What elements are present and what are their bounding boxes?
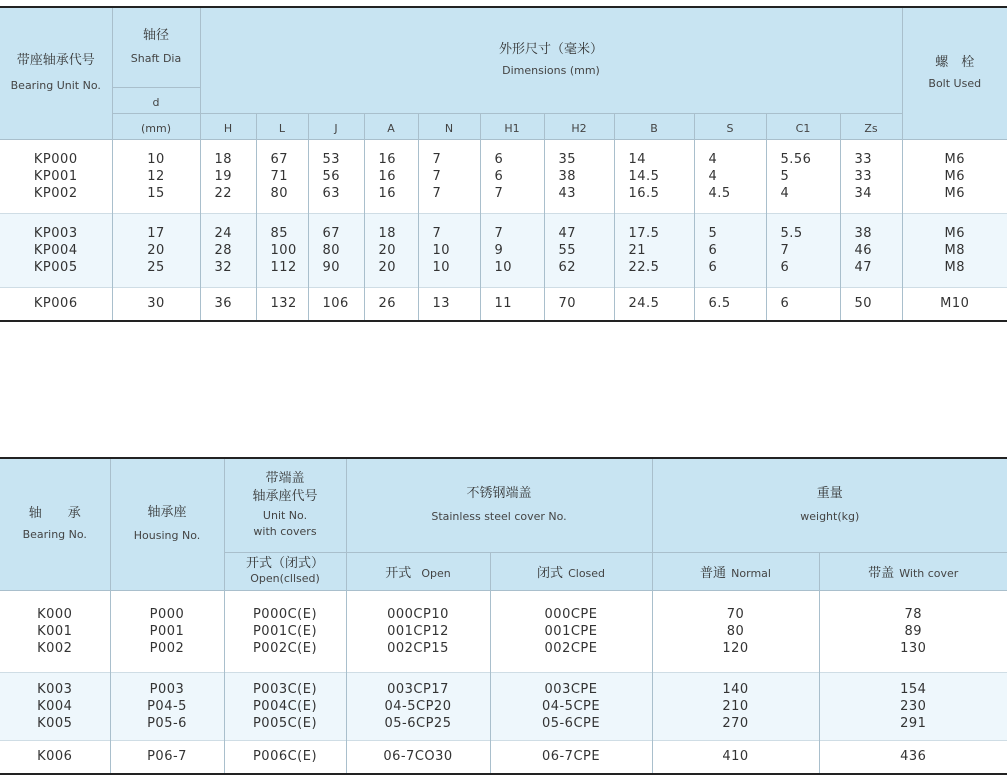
cell-h2: 70 bbox=[544, 287, 614, 321]
dim-header-c1: C1 bbox=[766, 113, 840, 139]
cell-c1: 5.5 7 6 bbox=[766, 213, 840, 287]
cell-housing: P000 P001 P002 bbox=[110, 590, 224, 672]
cell-withcover: 436 bbox=[819, 740, 1007, 774]
cell-open: 000CP10 001CP12 002CP15 bbox=[346, 590, 490, 672]
cell-s: 6.5 bbox=[694, 287, 766, 321]
cell-bearing: K000 K001 K002 bbox=[0, 590, 110, 672]
cell-h2: 35 38 43 bbox=[544, 139, 614, 213]
dim-header-h1: H1 bbox=[480, 113, 544, 139]
dim-header-zs: Zs bbox=[840, 113, 902, 139]
header-unit-with-covers: 带端盖 轴承座代号 Unit No. with covers bbox=[224, 458, 346, 552]
cell-d: 17 20 25 bbox=[112, 213, 200, 287]
table-row bbox=[0, 287, 1007, 321]
cell-l: 67 71 80 bbox=[256, 139, 308, 213]
header-shaft-symbol: d bbox=[112, 87, 200, 113]
cell-h1: 11 bbox=[480, 287, 544, 321]
header-closed: 闭式 Closed bbox=[490, 552, 652, 590]
header-stainless-cover: 不锈钢端盖 Stainless steel cover No. bbox=[346, 458, 652, 552]
header-open-closed: 开式（闭式） Open(cllsed) bbox=[224, 552, 346, 590]
cell-open: 003CP17 04-5CP20 05-6CP25 bbox=[346, 672, 490, 740]
cell-unit: KP000 KP001 KP002 bbox=[0, 139, 112, 213]
header-normal: 普通 Normal bbox=[652, 552, 819, 590]
dim-header-n: N bbox=[418, 113, 480, 139]
cell-normal: 410 bbox=[652, 740, 819, 774]
cell-b: 17.5 21 22.5 bbox=[614, 213, 694, 287]
cell-n: 13 bbox=[418, 287, 480, 321]
cell-s: 5 6 6 bbox=[694, 213, 766, 287]
dim-header-j: J bbox=[308, 113, 364, 139]
cell-h1: 6 6 7 bbox=[480, 139, 544, 213]
cell-j: 67 80 90 bbox=[308, 213, 364, 287]
cell-zs: 38 46 47 bbox=[840, 213, 902, 287]
header-bolt-used: 螺 栓 Bolt Used bbox=[902, 7, 1007, 139]
cell-zs: 33 33 34 bbox=[840, 139, 902, 213]
cell-closed: 06-7CPE bbox=[490, 740, 652, 774]
header-bearing-unit: 带座轴承代号 Bearing Unit No. bbox=[0, 7, 112, 139]
cell-bearing: K006 bbox=[0, 740, 110, 774]
dimensions-table bbox=[0, 6, 1007, 322]
cell-h: 18 19 22 bbox=[200, 139, 256, 213]
cell-d: 30 bbox=[112, 287, 200, 321]
cell-n: 7 10 10 bbox=[418, 213, 480, 287]
dim-header-b: B bbox=[614, 113, 694, 139]
table-row bbox=[0, 213, 1007, 287]
cell-l: 132 bbox=[256, 287, 308, 321]
header-with-cover: 带盖 With cover bbox=[819, 552, 1007, 590]
cell-closed: 003CPE 04-5CPE 05-6CPE bbox=[490, 672, 652, 740]
dim-header-l: L bbox=[256, 113, 308, 139]
cell-bolt: M6 M6 M6 bbox=[902, 139, 1007, 213]
cell-unit: KP006 bbox=[0, 287, 112, 321]
cell-j: 106 bbox=[308, 287, 364, 321]
cell-d: 10 12 15 bbox=[112, 139, 200, 213]
cell-h: 24 28 32 bbox=[200, 213, 256, 287]
cell-b: 24.5 bbox=[614, 287, 694, 321]
header-shaft-dia: 轴径 Shaft Dia bbox=[112, 7, 200, 87]
header-bearing-no: 轴 承 Bearing No. bbox=[0, 458, 110, 590]
cell-unit: P006C(E) bbox=[224, 740, 346, 774]
cell-c1: 6 bbox=[766, 287, 840, 321]
header-open: 开式 Open bbox=[346, 552, 490, 590]
cell-closed: 000CPE 001CPE 002CPE bbox=[490, 590, 652, 672]
cell-bolt: M10 bbox=[902, 287, 1007, 321]
cell-b: 14 14.5 16.5 bbox=[614, 139, 694, 213]
cell-s: 4 4 4.5 bbox=[694, 139, 766, 213]
header-shaft-unit: (mm) bbox=[112, 113, 200, 139]
cell-normal: 140 210 270 bbox=[652, 672, 819, 740]
header-weight: 重量 weight(kg) bbox=[652, 458, 1007, 552]
cell-open: 06-7CO30 bbox=[346, 740, 490, 774]
cell-unit: KP003 KP004 KP005 bbox=[0, 213, 112, 287]
table-row bbox=[0, 672, 1007, 740]
dim-header-s: S bbox=[694, 113, 766, 139]
cell-a: 16 16 16 bbox=[364, 139, 418, 213]
table-row bbox=[0, 139, 1007, 213]
cell-housing: P06-7 bbox=[110, 740, 224, 774]
header-dimensions: 外形尺寸（毫米） Dimensions (mm) bbox=[200, 7, 902, 113]
table-row bbox=[0, 740, 1007, 774]
cell-housing: P003 P04-5 P05-6 bbox=[110, 672, 224, 740]
covers-weight-table bbox=[0, 457, 1007, 775]
dim-header-a: A bbox=[364, 113, 418, 139]
dim-header-h2: H2 bbox=[544, 113, 614, 139]
dim-header-h: H bbox=[200, 113, 256, 139]
cell-a: 18 20 20 bbox=[364, 213, 418, 287]
header-housing-no: 轴承座 Housing No. bbox=[110, 458, 224, 590]
cell-h2: 47 55 62 bbox=[544, 213, 614, 287]
cell-n: 7 7 7 bbox=[418, 139, 480, 213]
cell-unit: P003C(E) P004C(E) P005C(E) bbox=[224, 672, 346, 740]
cell-withcover: 78 89 130 bbox=[819, 590, 1007, 672]
cell-h: 36 bbox=[200, 287, 256, 321]
cell-c1: 5.56 5 4 bbox=[766, 139, 840, 213]
cell-bearing: K003 K004 K005 bbox=[0, 672, 110, 740]
table-row bbox=[0, 590, 1007, 672]
cell-normal: 70 80 120 bbox=[652, 590, 819, 672]
cell-withcover: 154 230 291 bbox=[819, 672, 1007, 740]
cell-zs: 50 bbox=[840, 287, 902, 321]
cell-l: 85 100 112 bbox=[256, 213, 308, 287]
cell-h1: 7 9 10 bbox=[480, 213, 544, 287]
cell-bolt: M6 M8 M8 bbox=[902, 213, 1007, 287]
cell-unit: P000C(E) P001C(E) P002C(E) bbox=[224, 590, 346, 672]
cell-j: 53 56 63 bbox=[308, 139, 364, 213]
cell-a: 26 bbox=[364, 287, 418, 321]
